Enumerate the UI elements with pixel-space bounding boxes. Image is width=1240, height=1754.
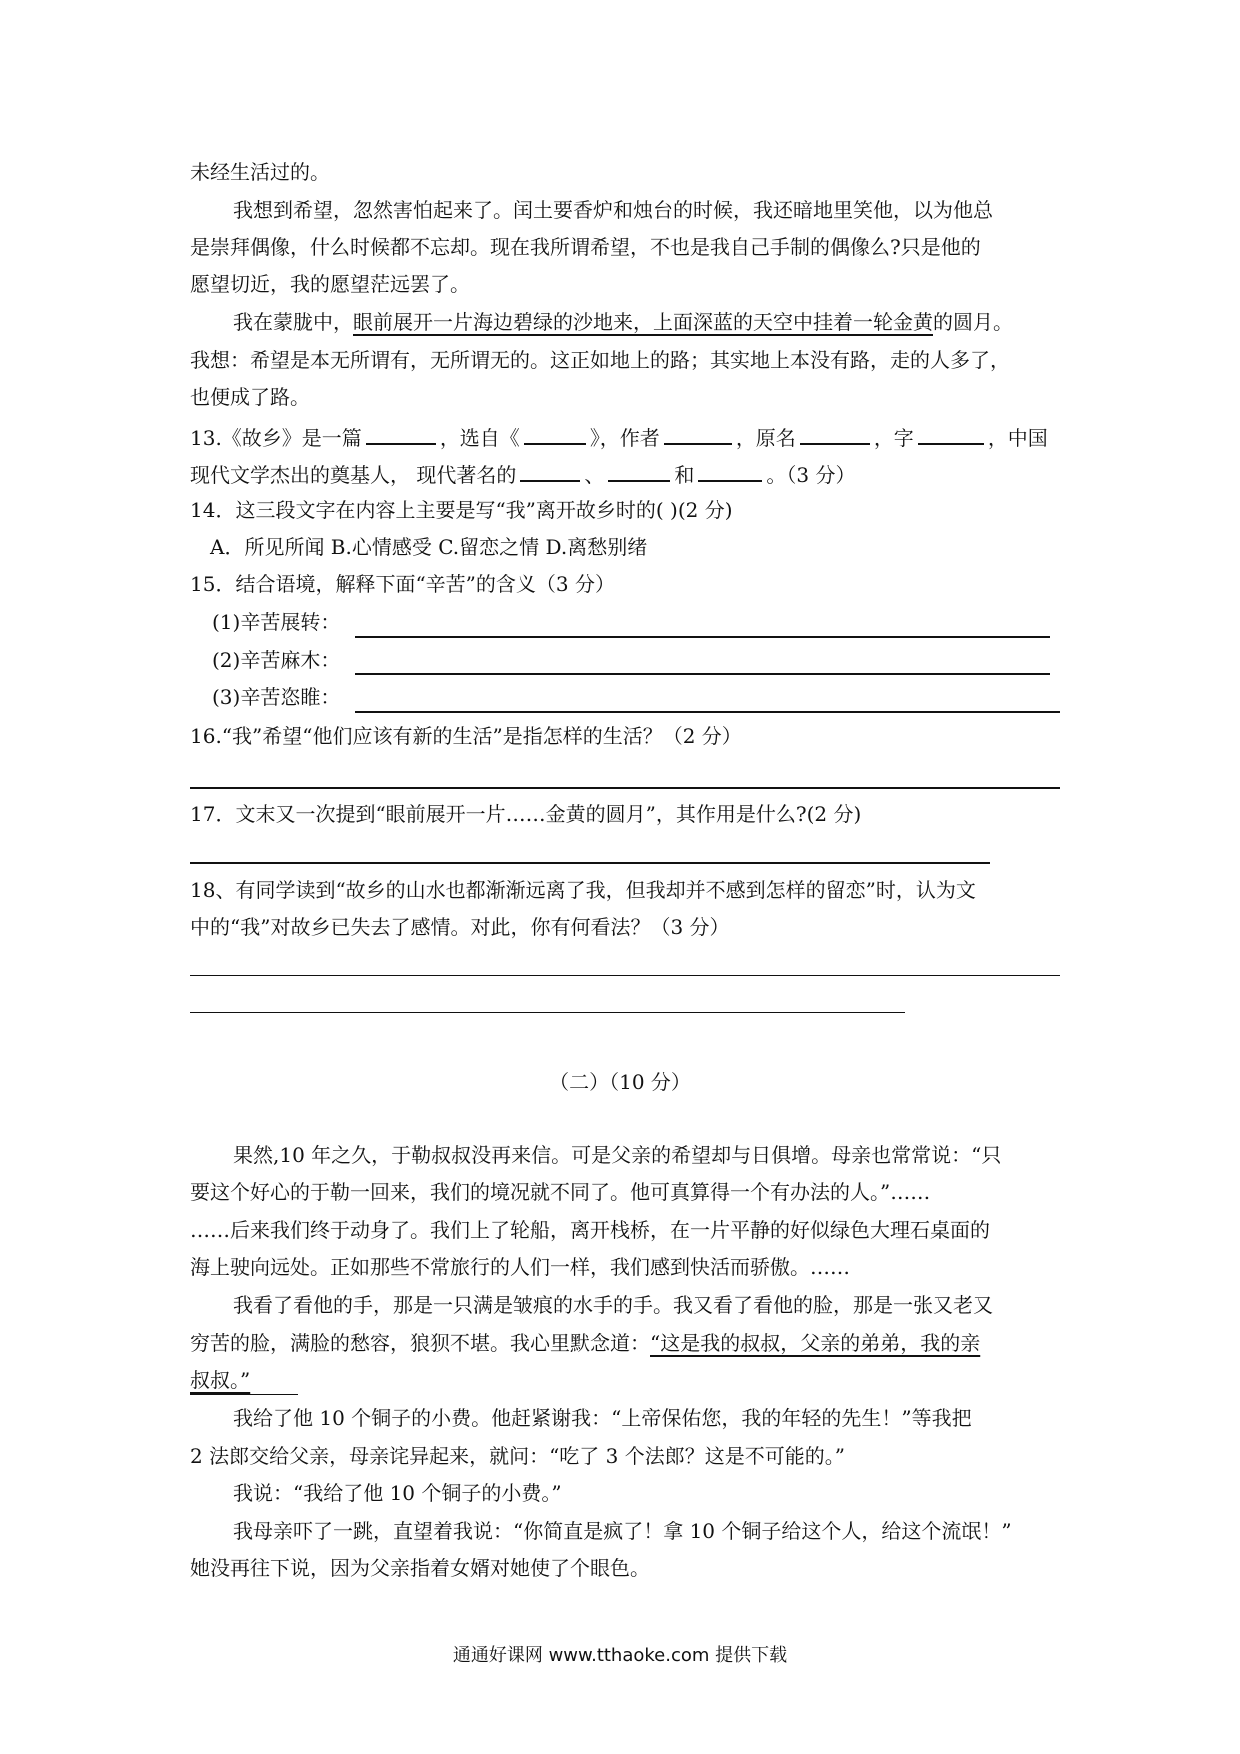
answer-blank[interactable] (918, 425, 984, 445)
question-14: 14．这三段文字在内容上主要是写“我”离开故乡时的( )(2 分) (190, 498, 733, 522)
answer-blank[interactable] (664, 425, 732, 445)
question-text: ，字 (873, 426, 914, 450)
answer-line[interactable] (190, 975, 1060, 976)
question-18-line-1: 18、有同学读到“故乡的山水也都渐渐远离了我，但我却并不感到怎样的留恋”时，认为文 (190, 878, 976, 902)
question-text: ，中国 (987, 426, 1048, 450)
page-footer: 通通好课网 www.tthaoke.com 提供下载 (452, 1645, 788, 1666)
question-13-line-1 (190, 425, 1048, 448)
passage-text: 的圆月。 (933, 310, 1013, 334)
passage-text: 我在蒙胧中， (233, 310, 353, 334)
passage-line: 要这个好心的于勒一回来，我们的境况就不同了。他可真算得一个有办法的人。”…… (190, 1180, 931, 1204)
underlined-sentence: 眼前展开一片海边碧绿的沙地来，上面深蓝的天空中挂着一轮金黄 (353, 310, 933, 334)
passage-text: 穷苦的脸，满脸的愁容，狼狈不堪。我心里默念道： (190, 1331, 650, 1355)
answer-blank[interactable] (524, 425, 586, 445)
question-text: 13.《故乡》是一篇 (190, 426, 362, 450)
passage-line: 她没再往下说，因为父亲指着女婿对她使了个眼色。 (190, 1556, 650, 1580)
answer-line[interactable] (190, 1012, 905, 1013)
answer-blank[interactable] (608, 462, 670, 482)
passage-line: 我说：“我给了他 10 个铜子的小费。” (233, 1481, 562, 1505)
question-17: 17．文末又一次提到“眼前展开一片……金黄的圆月”，其作用是什么?(2 分) (190, 802, 862, 826)
passage-line: 我想到希望，忽然害怕起来了。闰土要香炉和烛台的时候，我还暗地里笑他，以为他总 (233, 198, 993, 222)
question-15: 15．结合语境，解释下面“辛苦”的含义（3 分） (190, 572, 615, 596)
passage-line: 我母亲吓了一跳，直望着我说：“你简直是疯了！拿 10 个铜子给这个人，给这个流氓！” (233, 1519, 1012, 1543)
passage-line: 愿望切近，我的愿望茫远罢了。 (190, 272, 470, 296)
answer-line[interactable] (190, 862, 990, 864)
question-text: 和 (674, 463, 695, 487)
question-text: 、 (584, 463, 605, 487)
question-text: 现代文学杰出的奠基人， 现代著名的 (190, 463, 517, 487)
question-text: 。（3 分） (766, 463, 856, 487)
passage-line: 2 法郎交给父亲，母亲诧异起来，就问：“吃了 3 个法郎？这是不可能的。” (190, 1444, 845, 1468)
passage-line: 我看了看他的手，那是一只满是皱痕的水手的手。我又看了看他的脸，那是一张又老又 (233, 1293, 993, 1317)
passage-line: 未经生活过的。 (190, 160, 330, 184)
question-15-item-1: (1)辛苦展转： (212, 610, 341, 634)
answer-blank[interactable] (366, 425, 436, 445)
answer-line[interactable] (355, 673, 1050, 675)
question-text: 》，作者 (589, 426, 660, 450)
passage-line: 我给了他 10 个铜子的小费。他赶紧谢我：“上帝保佑您，我的年轻的先生！”等我把 (233, 1406, 972, 1430)
answer-blank[interactable] (698, 462, 762, 482)
passage-line: ……后来我们终于动身了。我们上了轮船，离开栈桥，在一片平静的好似绿色大理石桌面的 (190, 1218, 990, 1242)
passage-line: 也便成了路。 (190, 385, 310, 409)
underline-tail (190, 1394, 298, 1395)
underlined-sentence: “这是我的叔叔，父亲的弟弟，我的亲 (650, 1331, 981, 1355)
passage-line (190, 1370, 250, 1390)
question-15-item-3: (3)辛苦恣睢： (212, 685, 341, 709)
underlined-sentence: 叔叔。” (190, 1368, 251, 1392)
question-16: 16.“我”希望“他们应该有新的生活”是指怎样的生活？（2 分） (190, 724, 742, 748)
answer-blank[interactable] (520, 462, 580, 482)
passage-line (233, 312, 1013, 332)
section-heading: （二）（10 分） (549, 1070, 691, 1094)
passage-line: 海上驶向远处。正如那些不常旅行的人们一样，我们感到快活而骄傲。…… (190, 1255, 850, 1279)
question-13-line-2 (190, 462, 855, 485)
passage-line (190, 1333, 980, 1353)
passage-line: 果然,10 年之久，于勒叔叔没再来信。可是父亲的希望却与日俱增。母亲也常常说：“只 (233, 1143, 1002, 1167)
answer-blank[interactable] (800, 425, 870, 445)
passage-line: 是崇拜偶像，什么时候都不忘却。现在我所谓希望，不也是我自己手制的偶像么?只是他的 (190, 235, 981, 259)
answer-line[interactable] (355, 711, 1060, 713)
question-18-line-2: 中的“我”对故乡已失去了感情。对此，你有何看法？（3 分） (190, 915, 730, 939)
question-text: ，原名 (735, 426, 796, 450)
question-15-item-2: (2)辛苦麻木： (212, 648, 341, 672)
answer-line[interactable] (355, 636, 1050, 638)
question-text: ，选自《 (439, 426, 520, 450)
question-14-options: A．所见所闻 B.心情感受 C.留恋之情 D.离愁别绪 (210, 535, 648, 559)
answer-line[interactable] (190, 787, 1060, 789)
passage-line: 我想：希望是本无所谓有，无所谓无的。这正如地上的路；其实地上本没有路，走的人多了， (190, 348, 1010, 372)
